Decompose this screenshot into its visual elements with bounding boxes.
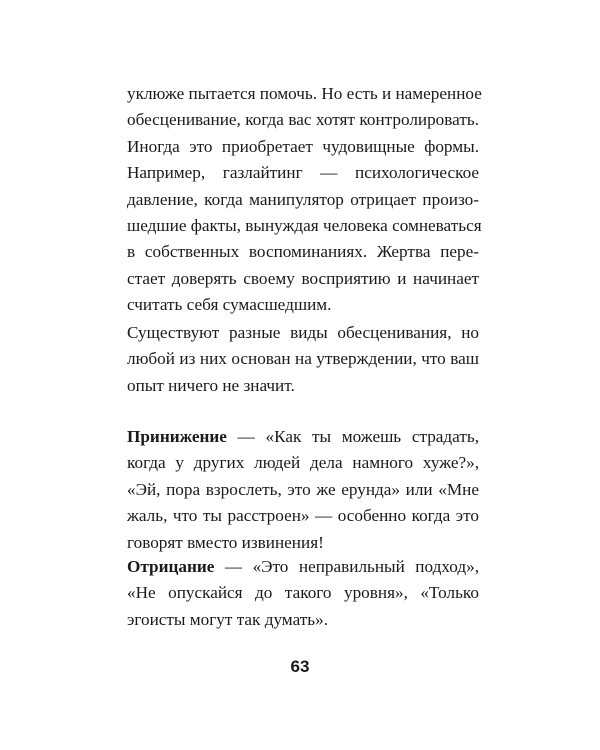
text-line: опыт ничего не значит. — [127, 375, 295, 395]
text-line: жаль, что ты расстроен» — особенно когда это — [127, 506, 479, 526]
text-line: давление, когда манипулятор отрицает произо- — [127, 189, 479, 209]
term-bold: Принижение — [127, 427, 227, 446]
text-line: стает доверять своему восприятию и начинает — [127, 268, 479, 288]
text-line: считать себя сумасшедшим. — [127, 295, 332, 315]
text-line: когда у других людей дела намного хуже?», — [127, 453, 479, 473]
text-line: «Не опускайся до такого уровня», «Только — [127, 583, 479, 603]
term-bold: Отрицание — [127, 557, 215, 576]
text-line: «Эй, пора взрослеть, это же ерунда» или «Мне — [127, 479, 479, 499]
term-definition-start: — «Как ты можешь страдать, — [226, 427, 479, 446]
text-line: обесценивание, когда вас хотят контролировать. — [127, 110, 479, 130]
text-line: в собственных воспоминаниях. Жертва пере- — [127, 242, 479, 262]
text-line: любой из них основан на утверждении, что ваш — [127, 349, 479, 369]
text-line: Иногда это приобретает чудовищные формы. — [127, 136, 479, 156]
paragraph-4 — [127, 554, 479, 633]
text-line: шедшие факты, вынуждая человека сомневаться — [127, 215, 482, 235]
paragraph-2 — [127, 320, 479, 399]
paragraph-3 — [127, 424, 479, 556]
text-line: говорят вместо извинения! — [127, 532, 324, 552]
text-line — [127, 554, 479, 580]
term-definition-start: — «Это неправильный подход», — [214, 557, 479, 576]
page-number: 63 — [290, 657, 310, 676]
text-line: Существуют разные виды обесценивания, но — [127, 323, 479, 342]
text-line — [127, 424, 479, 450]
text-line: уклюже пытается помочь. Но есть и намеренное — [127, 84, 482, 103]
text-line: эгоисты могут так думать». — [127, 609, 328, 629]
text-line: Например, газлайтинг — психологическое — [127, 163, 479, 183]
paragraph-1 — [127, 81, 482, 319]
